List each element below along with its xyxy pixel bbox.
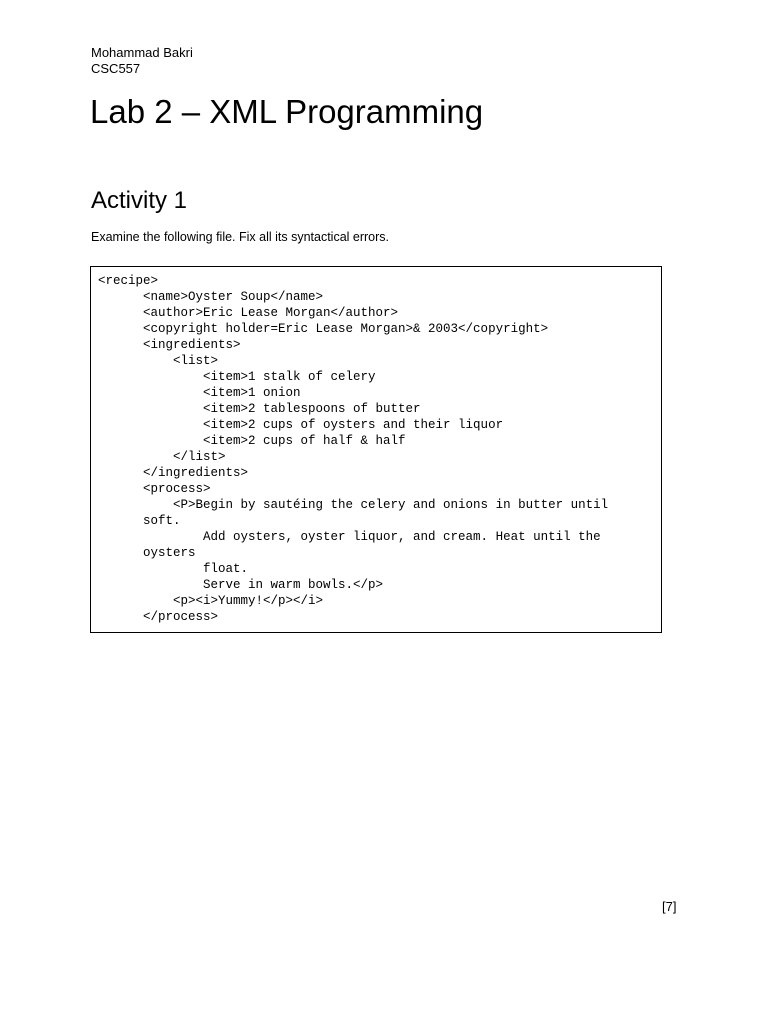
code-line: <author>Eric Lease Morgan</author> bbox=[98, 306, 399, 320]
code-line: <copyright holder=Eric Lease Morgan>& 2003</copyright> bbox=[98, 322, 549, 336]
code-line: <recipe> bbox=[98, 274, 159, 288]
code-line: soft. bbox=[98, 514, 181, 528]
code-line: <ingredients> bbox=[98, 338, 241, 352]
code-line: <name>Oyster Soup</name> bbox=[98, 290, 324, 304]
page-number: [7] bbox=[662, 899, 677, 914]
code-line: </process> bbox=[98, 610, 219, 624]
code-line: </ingredients> bbox=[98, 466, 249, 480]
code-line: <p><i>Yummy!</p></i> bbox=[98, 594, 324, 608]
code-line: <item>1 onion bbox=[98, 386, 301, 400]
code-line: <item>2 cups of oysters and their liquor bbox=[98, 418, 504, 432]
page-title: Lab 2 – XML Programming bbox=[90, 93, 484, 130]
course-code: CSC557 bbox=[91, 61, 141, 76]
code-line: </list> bbox=[98, 450, 226, 464]
code-line: <item>2 cups of half & half bbox=[98, 434, 406, 448]
document-header bbox=[91, 45, 193, 77]
code-line: float. bbox=[98, 562, 249, 576]
code-line: <P>Begin by sautéing the celery and onions in butter until bbox=[98, 498, 609, 512]
code-line: <list> bbox=[98, 354, 219, 368]
code-listing bbox=[90, 266, 662, 633]
instructions-text: Examine the following file. Fix all its syntactical errors. bbox=[91, 230, 390, 244]
code-line: <item>1 stalk of celery bbox=[98, 370, 376, 384]
code-line: <item>2 tablespoons of butter bbox=[98, 402, 421, 416]
code-line: Add oysters, oyster liquor, and cream. Heat until the bbox=[98, 530, 601, 544]
code-line: Serve in warm bowls.</p> bbox=[98, 578, 384, 592]
author-name: Mohammad Bakri bbox=[91, 45, 193, 60]
code-line: <process> bbox=[98, 482, 211, 496]
section-heading: Activity 1 bbox=[91, 187, 188, 214]
code-line: oysters bbox=[98, 546, 196, 560]
